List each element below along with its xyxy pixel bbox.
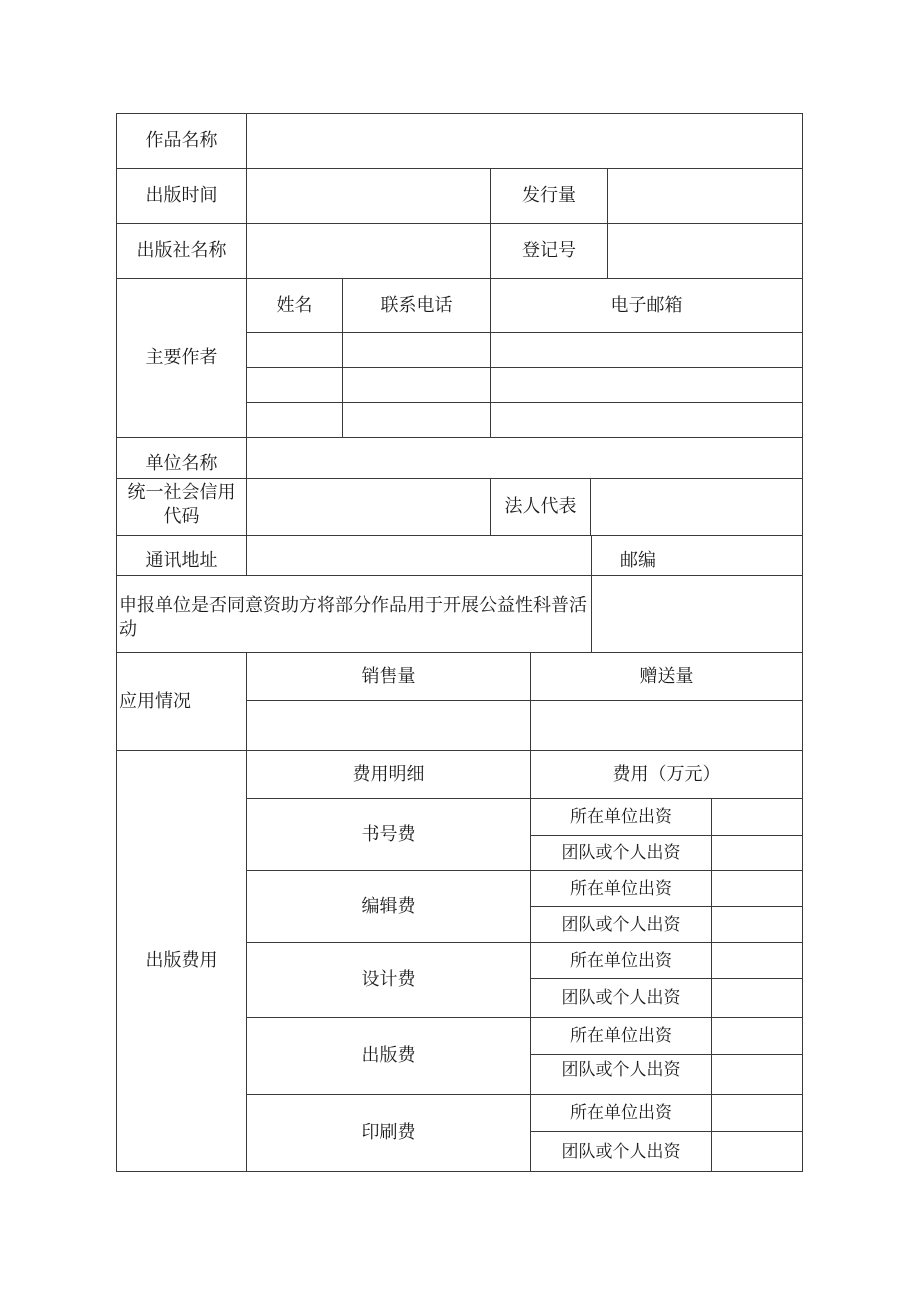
author-1-email-cell[interactable]: [490, 332, 803, 368]
cost-item-design-fee: 设计费: [246, 942, 531, 1018]
author-2-email-input[interactable]: [491, 368, 802, 402]
work-name-label: 作品名称: [116, 113, 247, 169]
sales-field[interactable]: [246, 700, 531, 751]
circulation-label: 发行量: [490, 168, 608, 224]
cost-amount-cell[interactable]: [711, 870, 803, 907]
publishing-fee-unit-input[interactable]: [712, 1018, 802, 1054]
main-authors-label: 主要作者: [116, 278, 247, 438]
registration-no-input[interactable]: [608, 224, 802, 278]
cost-item-editing-fee: 编辑费: [246, 870, 531, 943]
design-fee-unit-input[interactable]: [712, 943, 802, 978]
circulation-input[interactable]: [608, 169, 802, 223]
author-email-header: 电子邮箱: [490, 278, 803, 333]
cost-amount-cell[interactable]: [711, 942, 803, 979]
unit-name-field[interactable]: [246, 437, 803, 479]
author-3-email-cell[interactable]: [490, 402, 803, 438]
cost-source-unit: 所在单位出资: [530, 1094, 712, 1132]
cost-item-publishing-fee: 出版费: [246, 1017, 531, 1095]
author-2-name-input[interactable]: [247, 368, 342, 402]
publish-time-input[interactable]: [247, 169, 490, 223]
cost-item-isbn-fee: 书号费: [246, 798, 531, 871]
cost-amount-cell[interactable]: [711, 1017, 803, 1055]
consent-answer-input[interactable]: [592, 576, 802, 652]
unit-name-label: 单位名称: [116, 437, 247, 479]
author-1-email-input[interactable]: [491, 333, 802, 367]
printing-fee-unit-input[interactable]: [712, 1095, 802, 1131]
publishing-fee-team-input[interactable]: [712, 1055, 802, 1094]
credit-code-field[interactable]: [246, 478, 491, 536]
author-3-name-cell[interactable]: [246, 402, 343, 438]
author-2-phone-cell[interactable]: [342, 367, 491, 403]
publish-time-field[interactable]: [246, 168, 491, 224]
isbn-fee-unit-input[interactable]: [712, 799, 802, 835]
author-2-name-cell[interactable]: [246, 367, 343, 403]
cost-amount-cell[interactable]: [711, 1094, 803, 1132]
publisher-input[interactable]: [247, 224, 490, 278]
cost-source-team: 团队或个人出资: [530, 1131, 712, 1172]
credit-code-input[interactable]: [247, 479, 490, 535]
author-3-email-input[interactable]: [491, 403, 802, 437]
cost-source-unit: 所在单位出资: [530, 942, 712, 979]
legal-rep-label: 法人代表: [490, 478, 591, 536]
author-1-phone-input[interactable]: [343, 333, 490, 367]
legal-rep-input[interactable]: [591, 479, 802, 535]
gift-field[interactable]: [530, 700, 803, 751]
application-label: 应用情况: [116, 652, 247, 751]
cost-amount-cell[interactable]: [711, 798, 803, 836]
cost-amount-cell[interactable]: [711, 906, 803, 943]
cost-source-unit: 所在单位出资: [530, 798, 712, 836]
author-1-name-cell[interactable]: [246, 332, 343, 368]
consent-answer-field[interactable]: [591, 575, 803, 653]
publisher-field[interactable]: [246, 223, 491, 279]
isbn-fee-team-input[interactable]: [712, 836, 802, 870]
cost-amount-cell[interactable]: [711, 978, 803, 1018]
publisher-label: 出版社名称: [116, 223, 247, 279]
cost-source-team: 团队或个人出资: [530, 1054, 712, 1095]
legal-rep-field[interactable]: [590, 478, 803, 536]
sales-label: 销售量: [246, 652, 531, 701]
publishing-cost-label: 出版费用: [116, 750, 247, 1172]
application-form-table: [116, 113, 803, 1172]
circulation-field[interactable]: [607, 168, 803, 224]
cost-source-unit: 所在单位出资: [530, 870, 712, 907]
work-name-input[interactable]: [247, 114, 802, 168]
gift-label: 赠送量: [530, 652, 803, 701]
editing-fee-team-input[interactable]: [712, 907, 802, 942]
registration-no-label: 登记号: [490, 223, 608, 279]
address-label: 通讯地址: [116, 535, 247, 576]
cost-amount-cell[interactable]: [711, 1131, 803, 1172]
author-1-phone-cell[interactable]: [342, 332, 491, 368]
design-fee-team-input[interactable]: [712, 979, 802, 1017]
address-input[interactable]: [247, 536, 591, 575]
postcode-label: 邮编: [591, 535, 803, 576]
cost-amount-header: 费用（万元）: [530, 750, 803, 799]
sales-input[interactable]: [247, 701, 530, 750]
cost-amount-cell[interactable]: [711, 1054, 803, 1095]
cost-amount-cell[interactable]: [711, 835, 803, 871]
editing-fee-unit-input[interactable]: [712, 871, 802, 906]
author-phone-header: 联系电话: [342, 278, 491, 333]
unit-name-input[interactable]: [247, 438, 802, 478]
printing-fee-team-input[interactable]: [712, 1132, 802, 1171]
cost-item-printing-fee: 印刷费: [246, 1094, 531, 1172]
work-name-field[interactable]: [246, 113, 803, 169]
cost-detail-header: 费用明细: [246, 750, 531, 799]
publish-time-label: 出版时间: [116, 168, 247, 224]
author-3-phone-cell[interactable]: [342, 402, 491, 438]
author-2-email-cell[interactable]: [490, 367, 803, 403]
cost-source-unit: 所在单位出资: [530, 1017, 712, 1055]
consent-question: 申报单位是否同意资助方将部分作品用于开展公益性科普活动: [116, 575, 592, 653]
author-3-name-input[interactable]: [247, 403, 342, 437]
author-3-phone-input[interactable]: [343, 403, 490, 437]
registration-no-field[interactable]: [607, 223, 803, 279]
cost-source-team: 团队或个人出资: [530, 835, 712, 871]
gift-input[interactable]: [531, 701, 802, 750]
cost-source-team: 团队或个人出资: [530, 978, 712, 1018]
author-1-name-input[interactable]: [247, 333, 342, 367]
address-field[interactable]: [246, 535, 592, 576]
author-2-phone-input[interactable]: [343, 368, 490, 402]
cost-source-team: 团队或个人出资: [530, 906, 712, 943]
credit-code-label: 统一社会信用代码: [116, 478, 247, 536]
author-name-header: 姓名: [246, 278, 343, 333]
